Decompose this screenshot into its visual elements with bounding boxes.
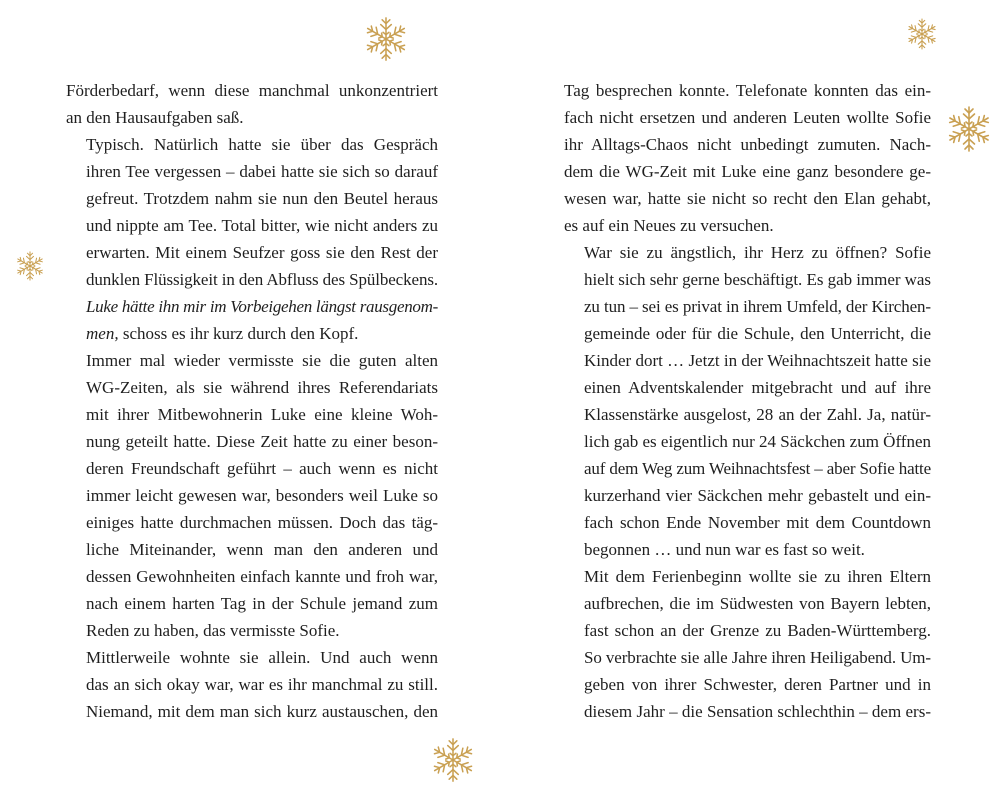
paragraph bbox=[564, 239, 931, 563]
left-page bbox=[66, 77, 438, 725]
text-line: hielt sich sehr gerne beschäftigt. Es gab immer was bbox=[584, 270, 931, 289]
italic-text: men, bbox=[86, 324, 119, 343]
text-line: fast schon an der Grenze zu Baden-Württemberg. bbox=[584, 621, 931, 640]
paragraph bbox=[564, 77, 931, 239]
text-line: gefreut. Trotzdem nahm sie nun den Beutel heraus bbox=[86, 189, 438, 208]
text-line: War sie zu ängstlich, ihr Herz zu öffnen? Sofie bbox=[584, 243, 931, 262]
text-line: Kinder dort … Jetzt in der Weihnachtszeit hatte sie bbox=[584, 351, 931, 370]
text-line: Klassenstärke ausgelost, 28 an der Zahl. Ja, natür- bbox=[584, 405, 931, 424]
snowflake-icon bbox=[944, 104, 994, 154]
text-line: ihr Alltags-Chaos nicht unbedingt zumuten. Nach- bbox=[564, 135, 931, 154]
text-line: So verbrachte sie alle Jahre ihren Heiligabend. Um- bbox=[584, 648, 931, 667]
text-line: Typisch. Natürlich hatte sie über das Gespräch bbox=[86, 135, 438, 154]
paragraph bbox=[66, 131, 438, 347]
text-line: nach einem harten Tag in der Schule jemand zum bbox=[86, 594, 438, 613]
text-line: gemeinde oder für die Schule, den Unterricht, die bbox=[584, 324, 931, 343]
text-line: begonnen … und nun war es fast so weit. bbox=[584, 540, 865, 559]
text-line: ihren Tee vergessen – dabei hatte sie sich so darauf bbox=[86, 162, 438, 181]
text-line: einen Adventskalender mitgebracht und auf ihre bbox=[584, 378, 931, 397]
snowflake-icon bbox=[429, 736, 477, 784]
text-line: deren Freundschaft geführt – auch wenn es nicht bbox=[86, 459, 438, 478]
text-line: aufbrechen, die im Südwesten von Bayern lebten, bbox=[584, 594, 931, 613]
snowflake-icon bbox=[905, 17, 939, 51]
text-line: Immer mal wieder vermisste sie die guten alten bbox=[86, 351, 438, 370]
text-line: geben von ihrer Schwester, deren Partner und in bbox=[584, 675, 931, 694]
text-line: immer leicht gewesen war, besonders weil Luke so bbox=[86, 486, 438, 505]
text-line: WG-Zeiten, als sie während ihres Referendariats bbox=[86, 378, 438, 397]
text-line: Niemand, mit dem man sich kurz austauschen, den bbox=[86, 702, 438, 721]
text-line: lich gab es eigentlich nur 24 Säckchen zum Öffnen bbox=[584, 432, 931, 451]
text-line: dem die WG-Zeit mit Luke eine ganz besondere ge- bbox=[564, 162, 931, 181]
text-line: mit ihrer Mitbewohnerin Luke eine kleine Woh- bbox=[86, 405, 438, 424]
text-line: diesem Jahr – die Sensation schlechthin – dem ers- bbox=[584, 702, 931, 721]
right-page bbox=[564, 77, 931, 725]
text-line: einiges hatte durchmachen müssen. Doch das täg- bbox=[86, 513, 438, 532]
text-line: wesen war, hatte sie nicht so recht den Elan gehabt, bbox=[564, 189, 931, 208]
snowflake-icon bbox=[14, 250, 46, 282]
text-line: Mit dem Ferienbeginn wollte sie zu ihren Eltern bbox=[584, 567, 931, 586]
text-line: auf dem Weg zum Weihnachtsfest – aber Sofie hatte bbox=[584, 459, 931, 478]
text-line: Förderbedarf, wenn diese manchmal unkonzentriert bbox=[66, 81, 438, 100]
text-line: kurzerhand vier Säckchen mehr gebastelt und ein- bbox=[584, 486, 931, 505]
text-line: an den Hausaufgaben saß. bbox=[66, 108, 244, 127]
text-line: nung geteilt hatte. Diese Zeit hatte zu einer beson- bbox=[86, 432, 438, 451]
paragraph bbox=[66, 347, 438, 644]
text-line: das an sich okay war, war es ihr manchmal zu still. bbox=[86, 675, 438, 694]
paragraph bbox=[564, 563, 931, 725]
text-line: liche Miteinander, wenn man den anderen und bbox=[86, 540, 438, 559]
text-line: fach schon Ende November mit dem Countdown bbox=[584, 513, 931, 532]
text-line: es auf ein Neues zu versuchen. bbox=[564, 216, 774, 235]
paragraph bbox=[66, 644, 438, 725]
text-line: Tag besprechen konnte. Telefonate konnten das ein- bbox=[564, 81, 931, 100]
italic-text-line: Luke hätte ihn mir im Vorbeigehen längst rausgenom- bbox=[86, 297, 438, 316]
snowflake-icon bbox=[362, 15, 410, 63]
text-line: Mittlerweile wohnte sie allein. Und auch wenn bbox=[86, 648, 438, 667]
text-line: dessen Gewohnheiten einfach kannte und froh war, bbox=[86, 567, 438, 586]
text-line: fach nicht ersetzen und anderen Leuten wollte Sofie bbox=[564, 108, 931, 127]
text-line: und nippte am Tee. Total bitter, wie nicht anders zu bbox=[86, 216, 438, 235]
text-line: erwarten. Mit einem Seufzer goss sie den Rest der bbox=[86, 243, 438, 262]
text-line: zu tun – sei es privat in ihrem Umfeld, der Kirchen- bbox=[584, 297, 931, 316]
paragraph bbox=[66, 77, 438, 131]
text-line: dunklen Flüssigkeit in den Abfluss des Spülbeckens. bbox=[86, 270, 438, 289]
text: schoss es ihr kurz durch den Kopf. bbox=[118, 324, 359, 343]
text-line: Reden zu haben, das vermisste Sofie. bbox=[86, 621, 340, 640]
